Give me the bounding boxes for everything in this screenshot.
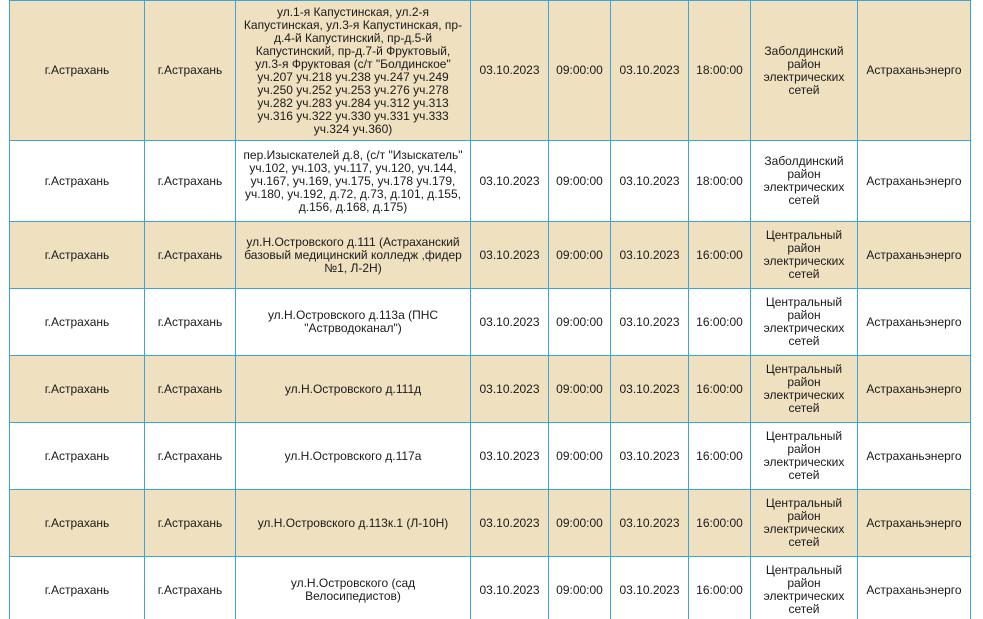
city-cell: г.Астрахань bbox=[10, 141, 145, 222]
organization-cell: Астраханьэнерго bbox=[858, 490, 971, 557]
table-row bbox=[10, 222, 971, 289]
organization-cell: Астраханьэнерго bbox=[858, 423, 971, 490]
outage-table bbox=[9, 0, 971, 619]
end-date-cell: 03.10.2023 bbox=[611, 1, 689, 141]
address-cell: ул.1-я Капустинская, ул.2-я Капустинская, ул.3-я Капустинская, пр-д.4-й Капустинский, пр-д.5-й Капустинский, пр-д.7-й Фруктовый, ул.3-я Фруктовая (с/т "Болдинское" уч.207 уч.218 уч.238 уч.247 уч.249 уч.250 уч.252 уч.253 уч.276 уч.278 уч.282 уч.283 уч.284 уч.312 уч.313 уч.316 уч.322 уч.330 уч.331 уч.333 уч.324 уч.360) bbox=[236, 1, 471, 141]
start-date-cell: 03.10.2023 bbox=[471, 423, 549, 490]
grid-unit-cell: Заболдинский район электрических сетей bbox=[751, 1, 858, 141]
address-cell: ул.Н.Островского д.117а bbox=[236, 423, 471, 490]
grid-unit-cell: Центральный район электрических сетей bbox=[751, 222, 858, 289]
district-cell: г.Астрахань bbox=[145, 222, 236, 289]
city-cell: г.Астрахань bbox=[10, 222, 145, 289]
city-cell: г.Астрахань bbox=[10, 1, 145, 141]
start-time-cell: 09:00:00 bbox=[549, 490, 611, 557]
district-cell: г.Астрахань bbox=[145, 490, 236, 557]
district-cell: г.Астрахань bbox=[145, 141, 236, 222]
grid-unit-cell: Центральный район электрических сетей bbox=[751, 557, 858, 619]
address-cell: ул.Н.Островского д.113к.1 (Л-10Н) bbox=[236, 490, 471, 557]
organization-cell: Астраханьэнерго bbox=[858, 289, 971, 356]
address-cell: ул.Н.Островского д.111 (Астраханский базовый медицинский колледж ,фидер №1, Л-2Н) bbox=[236, 222, 471, 289]
end-time-cell: 18:00:00 bbox=[689, 141, 751, 222]
end-date-cell: 03.10.2023 bbox=[611, 141, 689, 222]
table-row bbox=[10, 490, 971, 557]
start-date-cell: 03.10.2023 bbox=[471, 141, 549, 222]
city-cell: г.Астрахань bbox=[10, 557, 145, 619]
end-date-cell: 03.10.2023 bbox=[611, 356, 689, 423]
city-cell: г.Астрахань bbox=[10, 423, 145, 490]
start-date-cell: 03.10.2023 bbox=[471, 490, 549, 557]
organization-cell: Астраханьэнерго bbox=[858, 356, 971, 423]
start-time-cell: 09:00:00 bbox=[549, 356, 611, 423]
grid-unit-cell: Центральный район электрических сетей bbox=[751, 490, 858, 557]
end-date-cell: 03.10.2023 bbox=[611, 423, 689, 490]
end-time-cell: 16:00:00 bbox=[689, 356, 751, 423]
district-cell: г.Астрахань bbox=[145, 356, 236, 423]
end-time-cell: 16:00:00 bbox=[689, 557, 751, 619]
end-time-cell: 16:00:00 bbox=[689, 490, 751, 557]
organization-cell: Астраханьэнерго bbox=[858, 1, 971, 141]
city-cell: г.Астрахань bbox=[10, 289, 145, 356]
district-cell: г.Астрахань bbox=[145, 289, 236, 356]
organization-cell: Астраханьэнерго bbox=[858, 557, 971, 619]
end-time-cell: 16:00:00 bbox=[689, 222, 751, 289]
city-cell: г.Астрахань bbox=[10, 490, 145, 557]
end-date-cell: 03.10.2023 bbox=[611, 490, 689, 557]
address-cell: ул.Н.Островского д.113а (ПНС "Астрводоканал") bbox=[236, 289, 471, 356]
table-row bbox=[10, 141, 971, 222]
grid-unit-cell: Центральный район электрических сетей bbox=[751, 423, 858, 490]
end-date-cell: 03.10.2023 bbox=[611, 557, 689, 619]
grid-unit-cell: Центральный район электрических сетей bbox=[751, 289, 858, 356]
end-date-cell: 03.10.2023 bbox=[611, 289, 689, 356]
grid-unit-cell: Заболдинский район электрических сетей bbox=[751, 141, 858, 222]
start-time-cell: 09:00:00 bbox=[549, 289, 611, 356]
end-time-cell: 16:00:00 bbox=[689, 289, 751, 356]
start-time-cell: 09:00:00 bbox=[549, 222, 611, 289]
organization-cell: Астраханьэнерго bbox=[858, 222, 971, 289]
grid-unit-cell: Центральный район электрических сетей bbox=[751, 356, 858, 423]
district-cell: г.Астрахань bbox=[145, 423, 236, 490]
end-time-cell: 16:00:00 bbox=[689, 423, 751, 490]
address-cell: ул.Н.Островского д.111д bbox=[236, 356, 471, 423]
start-time-cell: 09:00:00 bbox=[549, 557, 611, 619]
address-cell: ул.Н.Островского (сад Велосипедистов) bbox=[236, 557, 471, 619]
start-date-cell: 03.10.2023 bbox=[471, 222, 549, 289]
table-row bbox=[10, 557, 971, 619]
organization-cell: Астраханьэнерго bbox=[858, 141, 971, 222]
start-date-cell: 03.10.2023 bbox=[471, 557, 549, 619]
table-row bbox=[10, 356, 971, 423]
start-time-cell: 09:00:00 bbox=[549, 423, 611, 490]
start-time-cell: 09:00:00 bbox=[549, 141, 611, 222]
end-date-cell: 03.10.2023 bbox=[611, 222, 689, 289]
table-row bbox=[10, 1, 971, 141]
start-time-cell: 09:00:00 bbox=[549, 1, 611, 141]
left-margin bbox=[0, 0, 9, 619]
address-cell: пер.Изыскателей д.8, (с/т "Изыскатель" уч.102, уч.103, уч.117, уч.120, уч.144, уч.167, уч.169, уч.175, уч.178 уч.179, уч.180, уч.192, д.72, д.73, д.101, д.155, д.156, д.168, д.175) bbox=[236, 141, 471, 222]
start-date-cell: 03.10.2023 bbox=[471, 289, 549, 356]
district-cell: г.Астрахань bbox=[145, 557, 236, 619]
start-date-cell: 03.10.2023 bbox=[471, 1, 549, 141]
end-time-cell: 18:00:00 bbox=[689, 1, 751, 141]
table-row bbox=[10, 289, 971, 356]
district-cell: г.Астрахань bbox=[145, 1, 236, 141]
city-cell: г.Астрахань bbox=[10, 356, 145, 423]
start-date-cell: 03.10.2023 bbox=[471, 356, 549, 423]
table-row bbox=[10, 423, 971, 490]
